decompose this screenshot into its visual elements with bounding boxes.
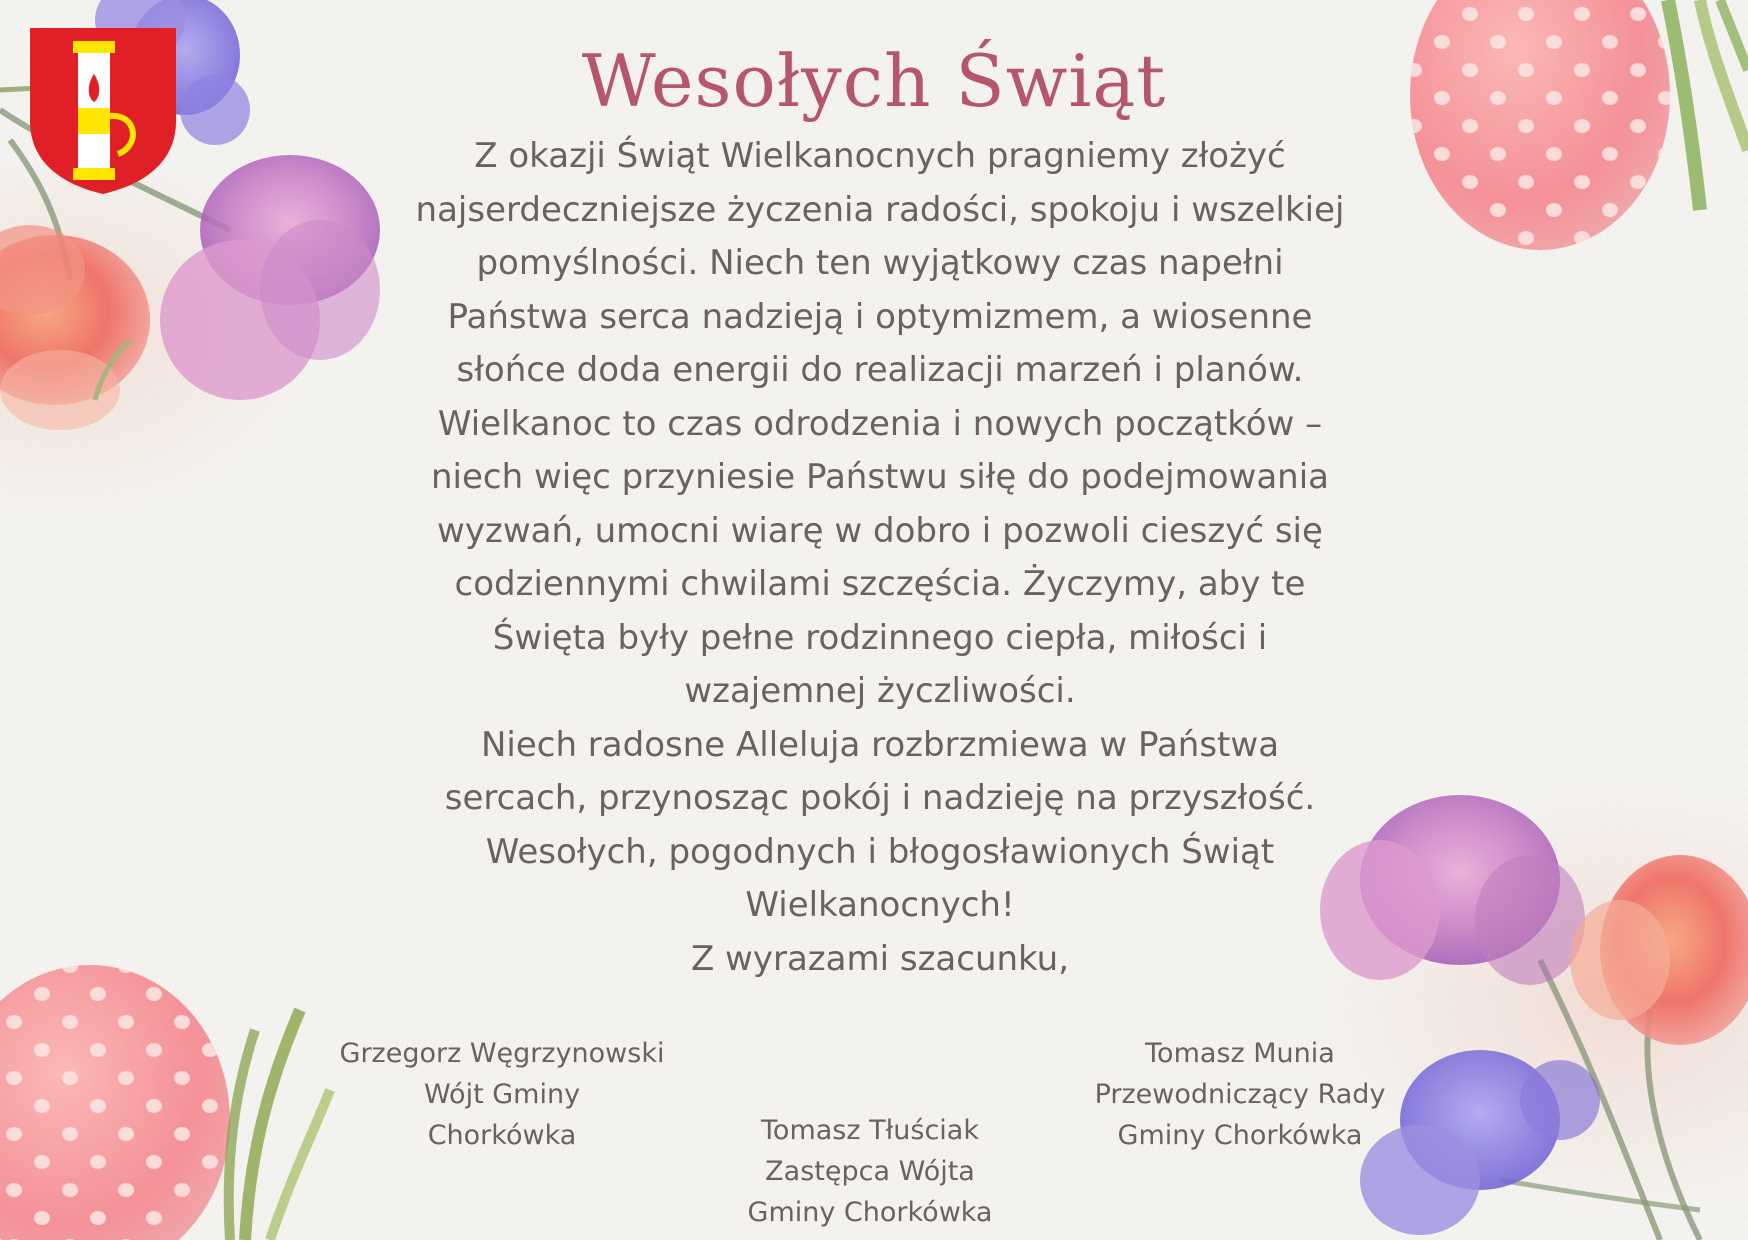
message-line: codziennymi chwilami szczęścia. Życzymy, aby te [454, 564, 1306, 604]
message-line: sercach, przynosząc pokój i nadzieję na przyszłość. [444, 778, 1316, 818]
signatory-name: Tomasz Tłuściak [761, 1115, 979, 1146]
signatory-role: Zastępca Wójta [765, 1156, 975, 1187]
signatory-role: Wójt Gminy [423, 1079, 581, 1110]
bottom-left-egg [0, 965, 330, 1240]
message-line: Państwa serca nadzieją i optymizmem, a wiosenne [447, 296, 1313, 337]
message-line: wzajemnej życzliwości. [684, 671, 1076, 711]
message-line: pomyślności. Niech ten wyjątkowy czas napełni [476, 243, 1284, 283]
message-line: Święta były pełne rodzinnego ciepła, miłości i [492, 617, 1268, 658]
message-line: niech więc przyniesie Państwu siłę do podejmowania [431, 457, 1329, 497]
signatory-unit: Gminy Chorkówka [1117, 1120, 1363, 1151]
message-line: Wielkanocnych! [745, 885, 1015, 925]
signature-center [655, 1110, 1085, 1233]
greeting-message [320, 130, 1440, 986]
signatory-role: Przewodniczący Rady [1094, 1079, 1386, 1110]
signatory-name: Grzegorz Węgrzynowski [339, 1038, 665, 1069]
message-line: najserdeczniejsze życzenia radości, spokoju i wszelkiej [415, 189, 1345, 230]
signatory-unit: Chorkówka [427, 1120, 577, 1151]
message-line: słońce doda energii do realizacji marzeń i planów. [456, 350, 1304, 390]
message-line: Niech radosne Alleluja rozbrzmiewa w Państwa [480, 724, 1280, 765]
message-line: Z okazji Świąt Wielkanocnych pragniemy złożyć [474, 136, 1286, 176]
signature-right [1040, 1033, 1440, 1156]
message-line: Wesołych, pogodnych i błogosławionych Świąt [485, 831, 1275, 872]
signature-left [292, 1033, 712, 1156]
greeting-title: Wesołych Świąt [581, 39, 1167, 123]
message-line: Wielkanoc to czas odrodzenia i nowych początków – [437, 403, 1323, 444]
signatory-unit: Gminy Chorkówka [747, 1197, 993, 1228]
signatory-name: Tomasz Munia [1145, 1038, 1335, 1069]
closing-line: Z wyrazami szacunku, [690, 938, 1070, 979]
message-line: wyzwań, umocni wiarę w dobro i pozwoli cieszyć się [437, 510, 1323, 551]
